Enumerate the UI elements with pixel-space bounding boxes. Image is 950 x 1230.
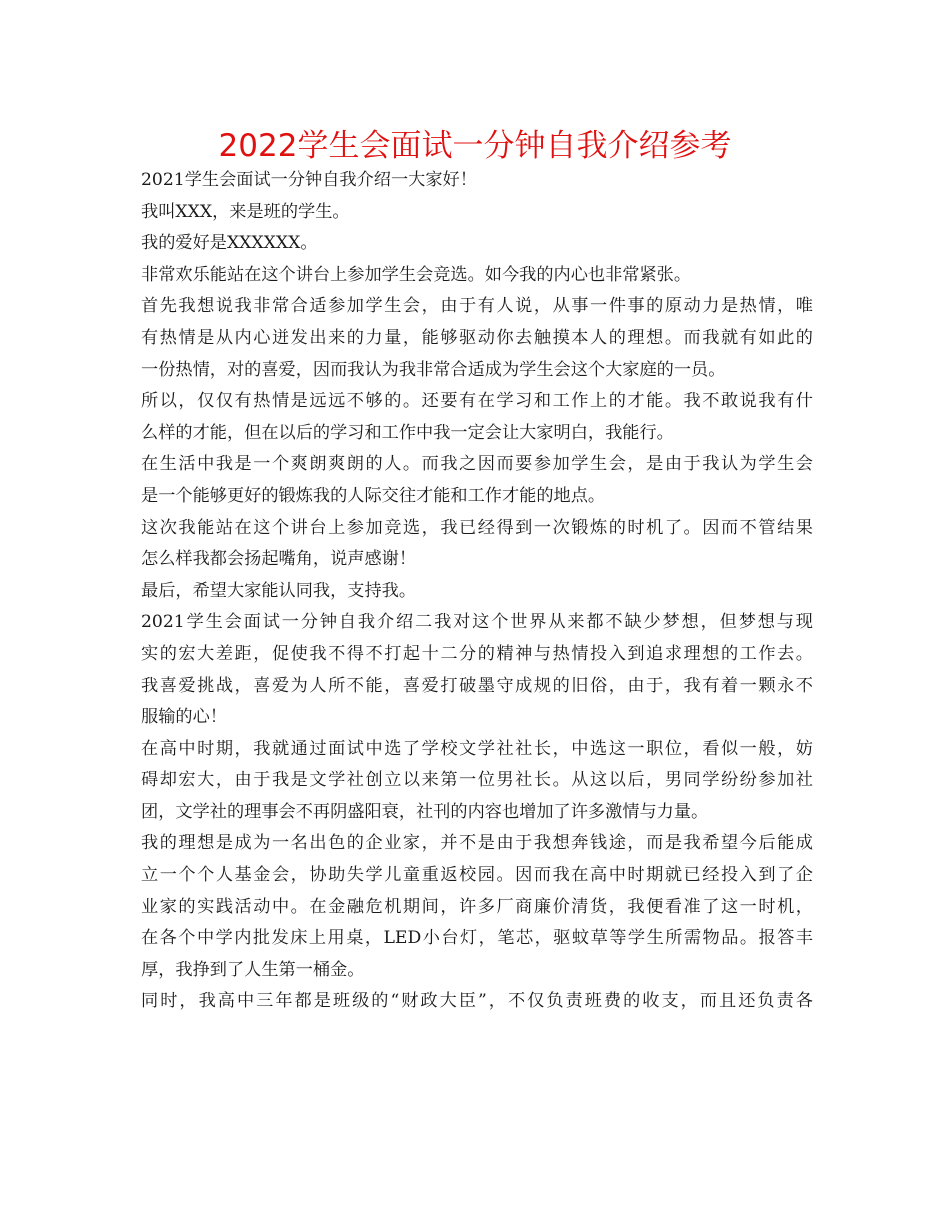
text-line: 这次我能站在这个讲台上参加竞选，我已经得到一次锻炼的时机了。因而不管结果 <box>141 517 813 538</box>
text-line: 我叫XXX，来是班的学生。 <box>141 201 350 222</box>
text-line: 最后，希望大家能认同我，支持我。 <box>141 580 417 601</box>
text-line: 2021学生会面试一分钟自我介绍一大家好！ <box>141 170 477 190</box>
text-line: 我的爱好是XXXXXX。 <box>141 233 318 254</box>
text-line: 同时，我高中三年都是班级的“财政大臣”，不仅负责班费的收支，而且还负责各 <box>141 991 813 1012</box>
text-line: 实的宏大差距，促使我不得不打起十二分的精神与热情投入到追求理想的工作去。 <box>141 643 813 664</box>
text-line: 首先我想说我非常合适参加学生会，由于有人说，从事一件事的原动力是热情，唯 <box>141 296 813 317</box>
text-line: 有热情是从内心迸发出来的力量，能够驱动你去触摸本人的理想。而我就有如此的 <box>141 327 813 348</box>
text-line: 非常欢乐能站在这个讲台上参加学生会竞选。如今我的内心也非常紧张。 <box>141 264 692 285</box>
text-line: 立一个个人基金会，协助失学儿童重返校园。因而我在高中时期就已经投入到了企 <box>141 865 813 886</box>
text-line: 所以，仅仅有热情是远远不够的。还要有在学习和工作上的才能。我不敢说我有什 <box>141 391 813 412</box>
text-line: 在生活中我是一个爽朗爽朗的人。而我之因而要参加学生会，是由于我认为学生会 <box>141 454 813 475</box>
text-line: 2021学生会面试一分钟自我介绍二我对这个世界从来都不缺少梦想，但梦想与现 <box>141 612 813 633</box>
text-line: 在高中时期，我就通过面试中选了学校文学社社长，中选这一职位，看似一般，妨 <box>141 738 813 759</box>
text-line: 厚，我挣到了人生第一桶金。 <box>141 959 365 980</box>
text-line: 在各个中学内批发床上用桌，LED小台灯，笔芯，驱蚊草等学生所需物品。报答丰 <box>141 928 813 949</box>
text-line: 一份热情，对的喜爱，因而我认为我非常合适成为学生会这个大家庭的一员。 <box>141 359 726 380</box>
document-title: 2022学生会面试一分钟自我介绍参考 <box>218 128 732 164</box>
text-line: 是一个能够更好的锻炼我的人际交往才能和工作才能的地点。 <box>141 485 606 506</box>
text-line: 服输的心！ <box>141 707 227 728</box>
text-line: 我喜爱挑战，喜爱为人所不能，喜爱打破墨守成规的旧俗，由于，我有着一颗永不 <box>141 675 813 696</box>
text-line: 团，文学社的理事会不再阴盛阳衰，社刊的内容也增加了许多激情与力量。 <box>141 801 709 822</box>
text-line: 我的理想是成为一名出色的企业家，并不是由于我想奔钱途，而是我希望今后能成 <box>141 833 813 854</box>
text-line: 业家的实践活动中。在金融危机期间，许多厂商廉价清货，我便看准了这一时机， <box>141 896 813 917</box>
document-body <box>141 165 813 1018</box>
text-line: 碍却宏大，由于我是文学社创立以来第一位男社长。从这以后，男同学纷纷参加社 <box>141 770 813 791</box>
text-line: 么样的才能，但在以后的学习和工作中我一定会让大家明白，我能行。 <box>141 422 674 443</box>
text-line: 怎么样我都会扬起嘴角，说声感谢！ <box>141 549 417 570</box>
